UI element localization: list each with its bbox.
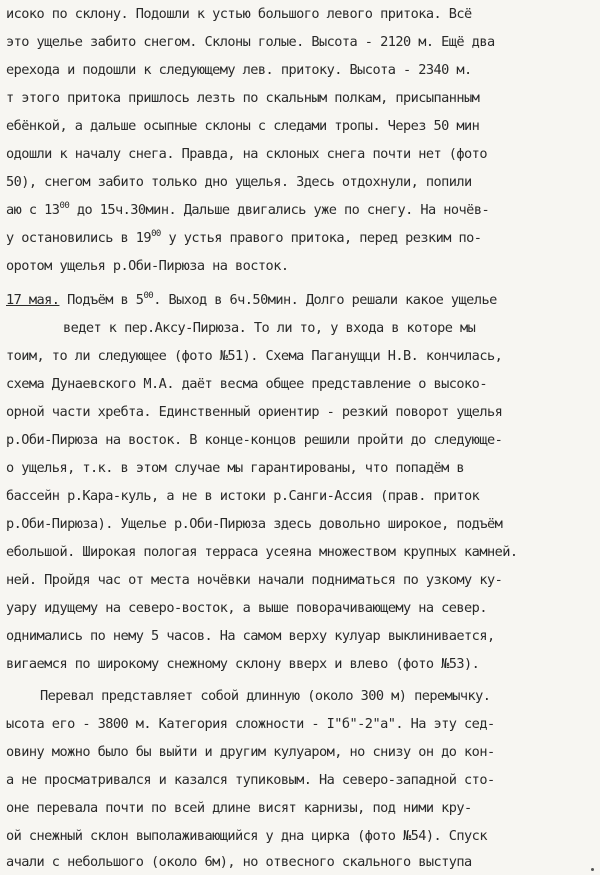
- text-line: тоим, то ли следующее (фото №51). Схема Паганущци Н.В. кончилась,: [6, 348, 503, 364]
- text-fragment: . Выход в 6ч.50мин. Долго решали какое ущелье: [153, 292, 497, 308]
- text-line: [6, 228, 481, 250]
- text-line: овину можно было бы выйти и другим кулуаром, но снизу он до кон-: [6, 744, 495, 760]
- text-line: Перевал представляет собой длинную (около 300 м) перемычку.: [40, 688, 491, 704]
- text-fragment: Подъём в 5: [67, 292, 144, 308]
- text-fragment: до 15ч.30мин. Дальше двигались уже по снегу. На ночёв-: [69, 202, 490, 218]
- text-line: одошли к началу снега. Правда, на склоных снега почти нет (фото: [6, 146, 487, 162]
- text-fragment: у устья правого притока, перед резким по-: [160, 230, 482, 246]
- text-line: ебольшой. Широкая пологая терраса усеяна множеством крупных камней.: [6, 544, 518, 560]
- text-line: оне перевала почти по всей длине висят карнизы, под ними кру-: [6, 800, 472, 816]
- text-fragment: аю с 13: [6, 202, 60, 218]
- text-line: а не просматривался и казался тупиковым. На северо-западной сто-: [6, 772, 495, 788]
- text-line: ерехода и подошли к следующему лев. притоку. Высота - 2340 м.: [6, 62, 472, 78]
- page-speck: [591, 868, 594, 871]
- text-line: уару идущему на северо-восток, а выше поворачивающему на север.: [6, 600, 487, 616]
- text-line: 50), снегом забито только дно ущелья. Здесь отдохнули, попили: [6, 174, 472, 190]
- superscript: 00: [151, 229, 161, 239]
- text-line: ой снежный склон выполаживающийся у дна цирка (фото №54). Спуск: [6, 828, 487, 844]
- text-line: схема Дунаевского М.А. даёт весма общее представление о высоко-: [6, 376, 487, 392]
- text-line: р.Оби-Пирюза). Ущелье р.Оби-Пирюза здесь довольно широкое, подъём: [6, 516, 503, 532]
- text-line: [6, 290, 497, 312]
- text-line: вигаемся по широкому снежному склону вверх и влево (фото №53).: [6, 656, 480, 672]
- text-line: о ущелья, т.к. в этом случае мы гарантированы, что попадём в: [6, 460, 465, 476]
- text-line: ачали с небольшого (около 6м), но отвесного скального выступа: [6, 854, 472, 870]
- text-line: это ущелье забито снегом. Склоны голые. Высота - 2120 м. Ещё два: [6, 34, 495, 50]
- text-line: р.Оби-Пирюза на восток. В конце-концов решили пройти до следующе-: [6, 432, 503, 448]
- text-line: т этого притока пришлось лезть по скальным полкам, присыпанным: [6, 90, 480, 106]
- text-line: исоко по склону. Подошли к устью большого левого притока. Всё: [6, 6, 472, 22]
- text-line: ебёнкой, а дальше осыпные склоны с следами тропы. Через 50 мин: [6, 118, 480, 134]
- text-line: оротом ущелья р.Оби-Пирюза на восток.: [6, 258, 289, 274]
- text-line: орной части хребта. Единственный ориентир - резкий поворот ущелья: [6, 404, 503, 420]
- date-label: 17 мая.: [6, 292, 60, 308]
- text-fragment: у остановились в 19: [6, 230, 152, 246]
- text-line: ведет к пер.Аксу-Пирюза. То ли то, у входа в которе мы: [63, 320, 476, 336]
- text-line: однимались по нему 5 часов. На самом верху кулуар выклинивается,: [6, 628, 495, 644]
- text-line: [6, 200, 489, 222]
- text-line: ней. Пройдя час от места ночёвки начали подниматься по узкому ку-: [6, 572, 503, 588]
- superscript: 00: [143, 291, 154, 301]
- superscript: 00: [59, 201, 70, 211]
- text-line: ысота его - 3800 м. Категория сложности - I"б"-2"а". На эту сед-: [6, 716, 495, 732]
- text-line: бассейн р.Кара-куль, а не в истоки р.Санги-Ассия (прав. приток: [6, 488, 480, 504]
